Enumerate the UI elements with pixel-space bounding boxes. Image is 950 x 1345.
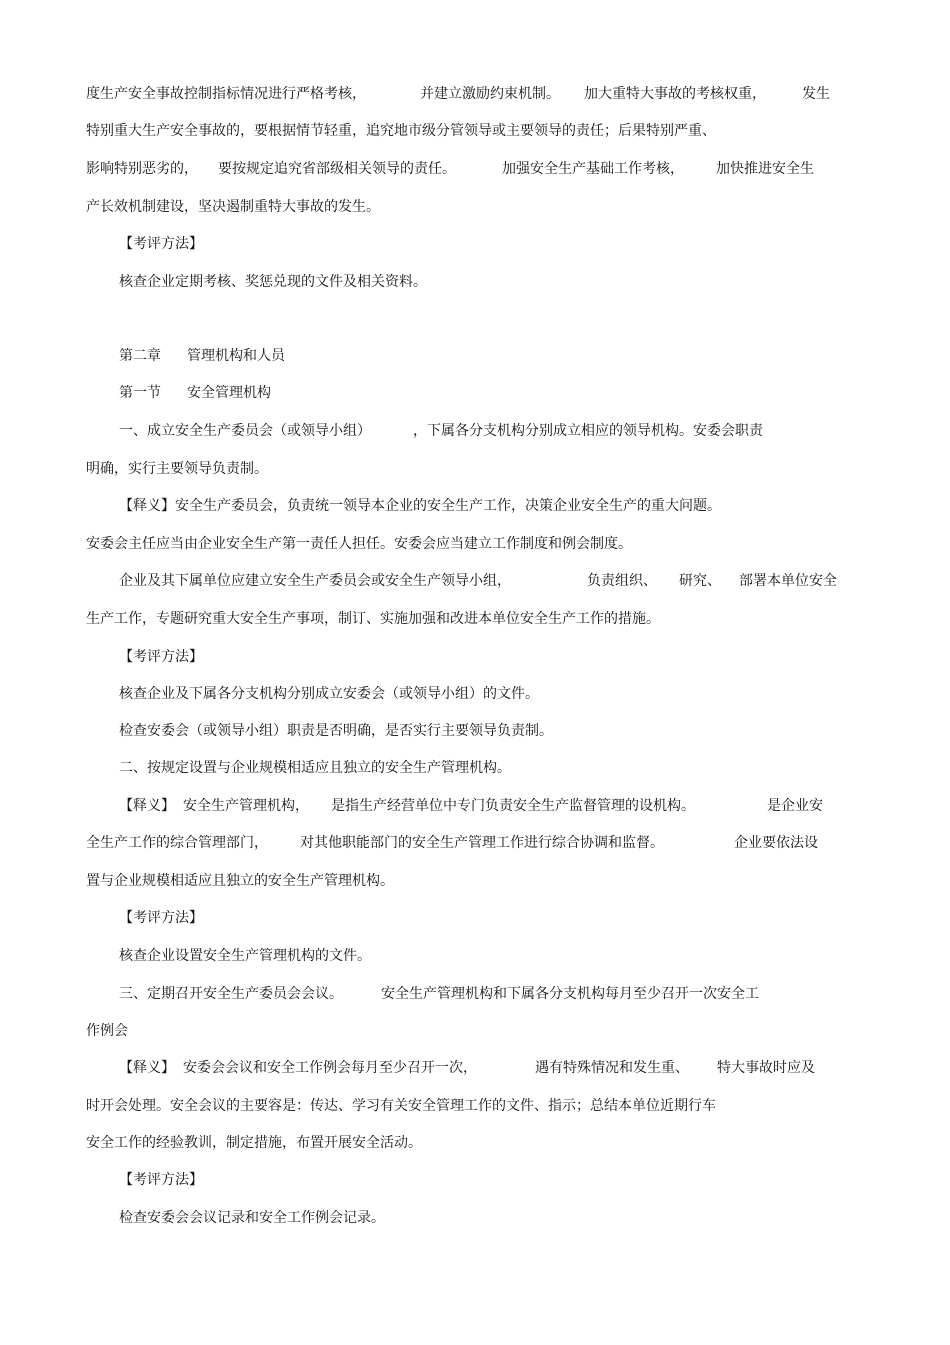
text-segment: 度生产安全事故控制指标情况进行严格考核，	[86, 86, 366, 102]
paragraph-line	[119, 722, 553, 740]
text-segment: 核查企业定期考核、奖惩兑现的文件及相关资料。	[119, 274, 427, 290]
text-segment: 是指生产经营单位中专门负责安全生产监督管理的设机构。	[331, 798, 695, 814]
chapter-heading	[119, 347, 285, 365]
paragraph-line	[119, 947, 371, 965]
text-segment: 部署本单位安全	[739, 573, 837, 589]
text-segment: 遇有特殊情况和发生重、	[535, 1060, 689, 1076]
paragraph-line	[86, 535, 632, 553]
text-segment: 企业及其下属单位应建立安全生产委员会或安全生产领导小组，	[119, 573, 511, 589]
text-segment: 特别重大生产安全事故的，要根据情节轻重，追究地市级分管领导或主要领导的责任；后果特别严重、	[86, 123, 716, 139]
text-segment: 加强安全生产基础工作考核，	[502, 161, 684, 177]
text-segment: 【释义】	[119, 798, 175, 814]
text-segment: 产长效机制建设，坚决遏制重特大事故的发生。	[86, 199, 380, 215]
paragraph-line	[119, 497, 721, 515]
paragraph-line	[86, 1022, 128, 1040]
text-segment: 安全生产管理机构和下属各分支机构每月至少召开一次安全工	[381, 986, 759, 1002]
text-segment: 特大事故时应及	[717, 1060, 815, 1076]
text-segment: 是企业安	[767, 798, 823, 814]
paragraph-line	[119, 685, 539, 703]
paragraph-line	[86, 460, 268, 478]
text-segment: 全生产工作的综合管理部门，	[86, 835, 268, 851]
section-label	[119, 648, 203, 666]
paragraph-line	[86, 1097, 716, 1115]
paragraph-line	[119, 422, 763, 440]
text-segment: 【释义】安全生产委员会，负责统一领导本企业的安全生产工作，决策企业安全生产的重大问题。	[119, 498, 721, 514]
text-segment: 发生	[802, 86, 830, 102]
paragraph-line	[86, 834, 818, 852]
text-segment: 一、成立安全生产委员会（或领导小组）	[119, 423, 371, 439]
text-segment: 时开会处理。安全会议的主要容是：传达、学习有关安全管理工作的文件、指示；总结本单位近期行车	[86, 1098, 716, 1114]
section-heading	[119, 384, 271, 402]
text-segment: 第二章	[119, 348, 161, 364]
text-segment: 三、定期召开安全生产委员会会议。	[119, 986, 343, 1002]
text-segment: 对其他职能部门的安全生产管理工作进行综合协调和监督。	[300, 835, 664, 851]
text-segment: 研究、	[679, 573, 721, 589]
text-segment: 负责组织、	[587, 573, 657, 589]
text-segment: 核查企业及下属各分支机构分别成立安委会（或领导小组）的文件。	[119, 686, 539, 702]
paragraph-line	[119, 572, 837, 590]
text-segment: 检查安委会会议记录和安全工作例会记录。	[119, 1210, 385, 1226]
text-segment: 第一节	[119, 385, 161, 401]
text-segment: 加快推进安全生	[716, 161, 814, 177]
section-label	[119, 1171, 203, 1189]
text-segment: 【考评方法】	[119, 236, 203, 252]
paragraph-line	[119, 273, 427, 291]
text-segment: 核查企业设置安全生产管理机构的文件。	[119, 948, 371, 964]
text-segment: 安委会会议和安全工作例会每月至少召开一次，	[183, 1060, 477, 1076]
paragraph-line	[86, 85, 830, 103]
paragraph-line	[86, 872, 394, 890]
text-segment: 企业要依法设	[734, 835, 818, 851]
text-segment: 明确，实行主要领导负责制。	[86, 461, 268, 477]
paragraph-line	[86, 198, 380, 216]
paragraph-line	[119, 985, 759, 1003]
text-segment: 要按规定追究省部级相关领导的责任。	[218, 161, 456, 177]
text-segment: 【考评方法】	[119, 910, 203, 926]
paragraph-line	[119, 759, 511, 777]
text-segment: 加大重特大事故的考核权重，	[584, 86, 766, 102]
text-segment: 【考评方法】	[119, 1172, 203, 1188]
text-segment: 生产工作，专题研究重大安全生产事项，制订、实施加强和改进本单位安全生产工作的措施。	[86, 611, 660, 627]
text-segment: 安全管理机构	[187, 385, 271, 401]
text-segment: ，下属各分支机构分别成立相应的领导机构。安委会职责	[413, 423, 763, 439]
text-segment: 二、按规定设置与企业规模相适应且独立的安全生产管理机构。	[119, 760, 511, 776]
paragraph-line	[86, 610, 660, 628]
paragraph-line	[86, 122, 716, 140]
text-segment: 安全工作的经验教训，制定措施，布置开展安全活动。	[86, 1135, 422, 1151]
text-segment: 影响特别恶劣的，	[86, 161, 198, 177]
text-segment: 检查安委会（或领导小组）职责是否明确，是否实行主要领导负责制。	[119, 723, 553, 739]
text-segment: 【释义】	[119, 1060, 175, 1076]
text-segment: 安全生产管理机构，	[183, 798, 309, 814]
section-label	[119, 235, 203, 253]
text-segment: 置与企业规模相适应且独立的安全生产管理机构。	[86, 873, 394, 889]
paragraph-line	[119, 797, 823, 815]
paragraph-line	[119, 1059, 815, 1077]
text-segment: 作例会	[86, 1023, 128, 1039]
paragraph-line	[86, 160, 814, 178]
text-segment: 【考评方法】	[119, 649, 203, 665]
paragraph-line	[86, 1134, 422, 1152]
paragraph-line	[119, 1209, 385, 1227]
text-segment: 并建立激励约束机制。	[420, 86, 560, 102]
text-segment: 管理机构和人员	[187, 348, 285, 364]
text-segment: 安委会主任应当由企业安全生产第一责任人担任。安委会应当建立工作制度和例会制度。	[86, 536, 632, 552]
section-label	[119, 909, 203, 927]
